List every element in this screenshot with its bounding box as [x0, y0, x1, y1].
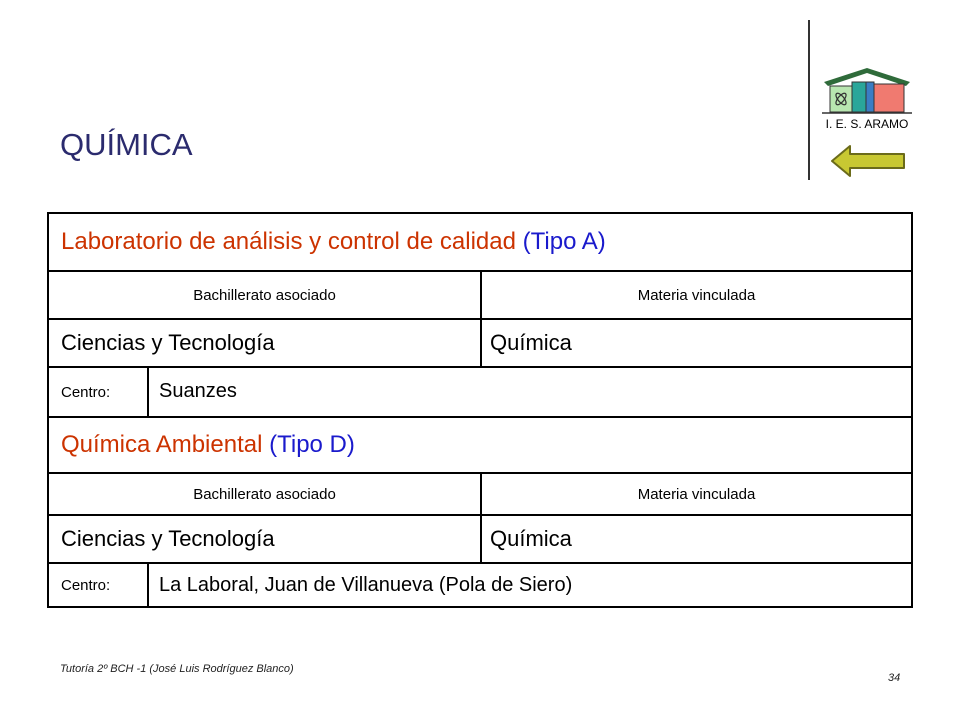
centro-label: Centro: — [49, 564, 149, 606]
section-heading — [49, 214, 911, 270]
section-heading-row — [49, 418, 911, 474]
section-tipo: (Tipo D) — [269, 431, 355, 458]
section-heading-row — [49, 214, 911, 272]
logo-text: I. E. S. ARAMO — [825, 117, 909, 131]
values-row — [49, 516, 911, 564]
column-header-materia: Materia vinculada — [637, 286, 756, 304]
bachillerato-value: Ciencias y Tecnología — [49, 516, 482, 562]
school-logo — [818, 66, 916, 134]
centro-value: Suanzes — [159, 380, 237, 402]
column-header-bachillerato: Bachillerato asociado — [49, 272, 482, 318]
page-number: 34 — [888, 672, 901, 684]
centro-value: La Laboral, Juan de Villanueva (Pola de Siero) — [159, 573, 573, 596]
section-heading — [49, 418, 911, 472]
column-header-bachillerato: Bachillerato asociado — [49, 474, 482, 514]
footer-text: Tutoría 2º BCH -1 (José Luis Rodríguez Blanco) — [60, 663, 294, 675]
section-tipo: (Tipo A) — [522, 228, 606, 255]
bachillerato-value: Ciencias y Tecnología — [49, 320, 482, 366]
vertical-divider — [808, 20, 810, 180]
info-table — [47, 212, 913, 608]
back-arrow-icon[interactable] — [830, 144, 906, 178]
values-row — [49, 320, 911, 368]
materia-value: Química — [490, 526, 572, 551]
page-title: QUÍMICA — [60, 127, 193, 162]
section-name: Laboratorio de análisis y control de calidad — [61, 228, 516, 255]
materia-value: Química — [490, 330, 572, 355]
column-header-materia: Materia vinculada — [637, 485, 756, 503]
section-name: Química Ambiental — [61, 431, 263, 458]
centro-label: Centro: — [49, 368, 149, 416]
column-header-row — [49, 272, 911, 320]
column-header-row — [49, 474, 911, 516]
centro-row — [49, 368, 911, 418]
centro-row — [49, 564, 911, 606]
